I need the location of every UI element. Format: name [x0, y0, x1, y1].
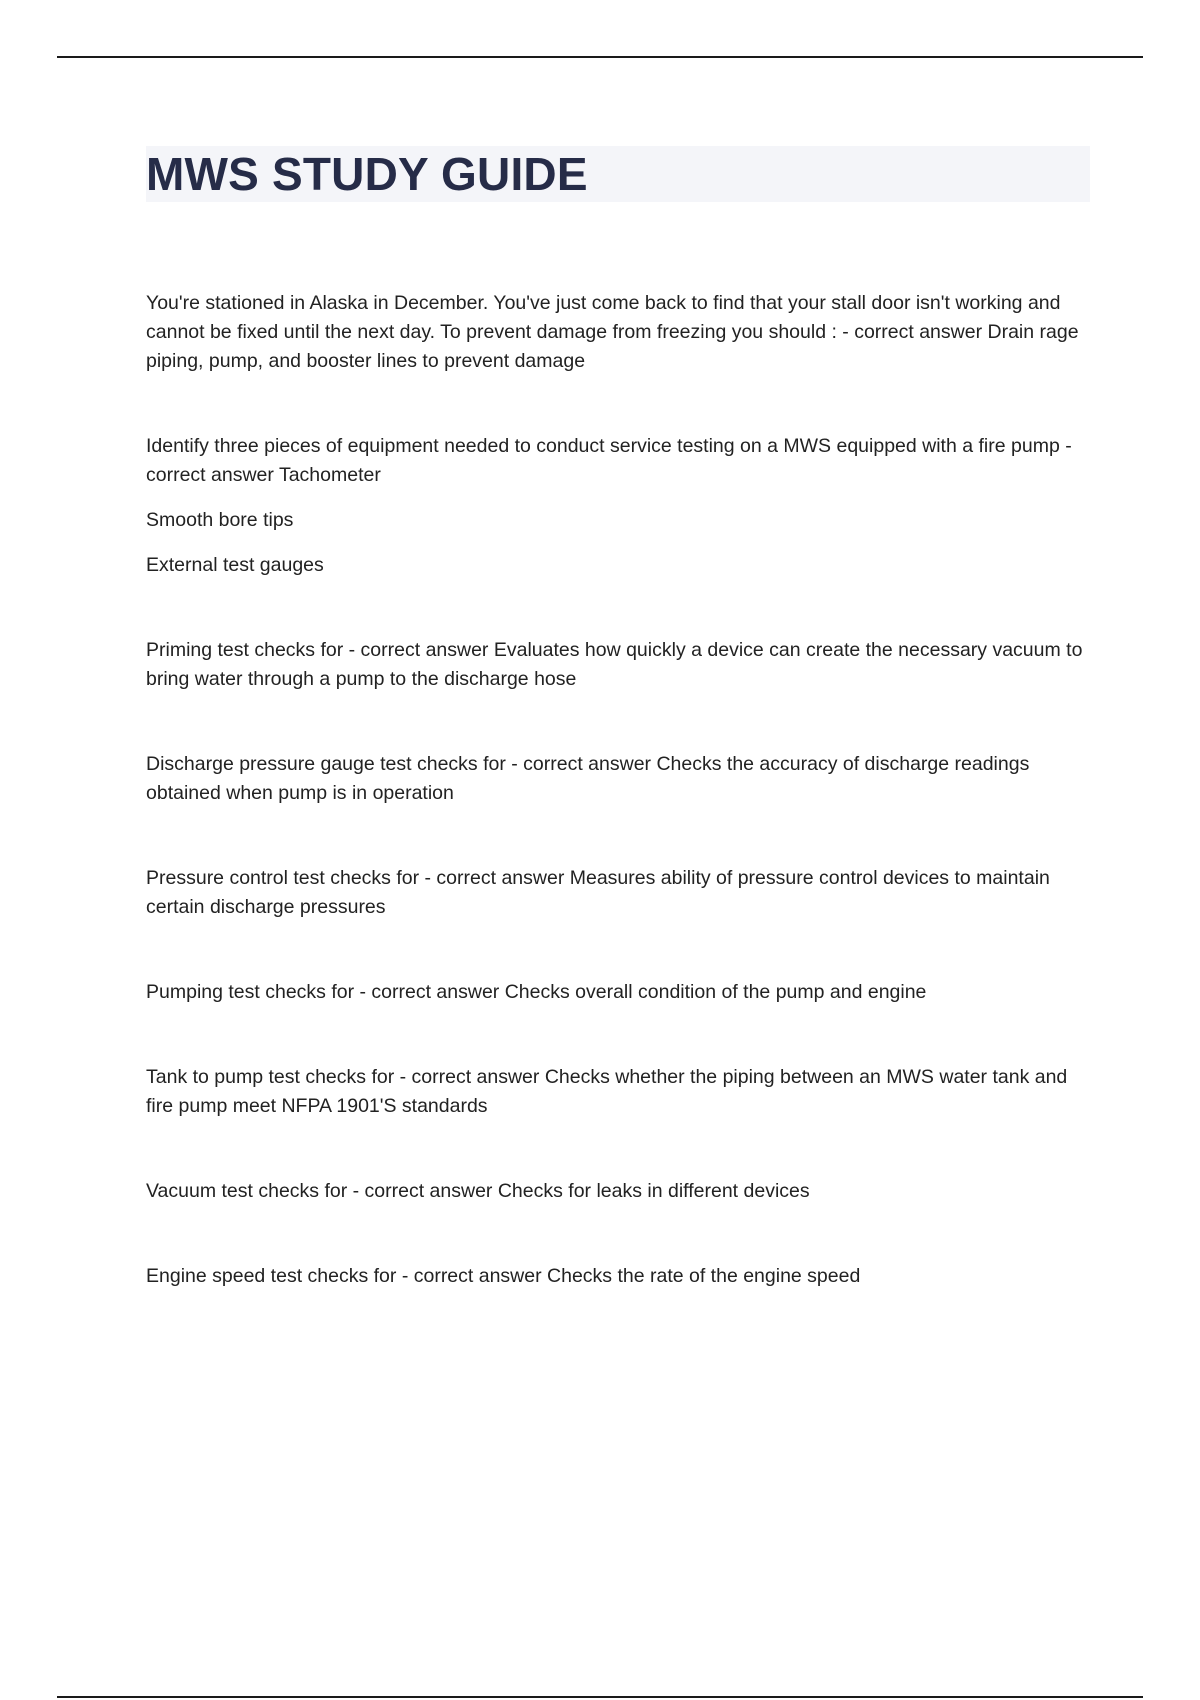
qa-paragraph: Tank to pump test checks for - correct answer Checks whether the piping between an MWS water tank and fire pump meet NFPA 1901'S standards [146, 1066, 1068, 1117]
qa-entry [146, 1177, 1092, 1206]
qa-paragraph: Priming test checks for - correct answer Evaluates how quickly a device can create the necessary vacuum to bring water through a pump to the discharge hose [146, 639, 1083, 690]
qa-paragraph: Pressure control test checks for - correct answer Measures ability of pressure control devices to maintain certain discharge pressures [146, 867, 1050, 918]
study-guide-content [146, 289, 1092, 1347]
qa-entry [146, 864, 1092, 922]
qa-entry [146, 750, 1092, 808]
page-title: MWS STUDY GUIDE [146, 148, 588, 200]
qa-paragraph: Pumping test checks for - correct answer Checks overall condition of the pump and engine [146, 981, 927, 1003]
qa-paragraph: Identify three pieces of equipment needed to conduct service testing on a MWS equipped with a fire pump - correct answer Tachometer [146, 435, 1072, 486]
top-rule [57, 56, 1143, 58]
qa-paragraph: External test gauges [146, 554, 324, 576]
qa-paragraph: Smooth bore tips [146, 509, 294, 531]
qa-paragraph: You're stationed in Alaska in December. You've just come back to find that your stall door isn't working and cannot be fixed until the next day. To prevent damage from freezing you should : - correct answer Drain rage piping, pump, and booster lines to prevent damage [146, 292, 1079, 372]
bottom-rule [57, 1696, 1143, 1698]
qa-entry [146, 978, 1092, 1007]
qa-entry [146, 432, 1092, 580]
qa-entry [146, 289, 1092, 376]
qa-paragraph: Vacuum test checks for - correct answer Checks for leaks in different devices [146, 1180, 810, 1202]
qa-entry [146, 636, 1092, 694]
qa-entry [146, 1262, 1092, 1291]
qa-paragraph: Engine speed test checks for - correct answer Checks the rate of the engine speed [146, 1265, 861, 1287]
qa-entry [146, 1063, 1092, 1121]
qa-paragraph: Discharge pressure gauge test checks for - correct answer Checks the accuracy of discharge readings obtained when pump is in operation [146, 753, 1030, 804]
